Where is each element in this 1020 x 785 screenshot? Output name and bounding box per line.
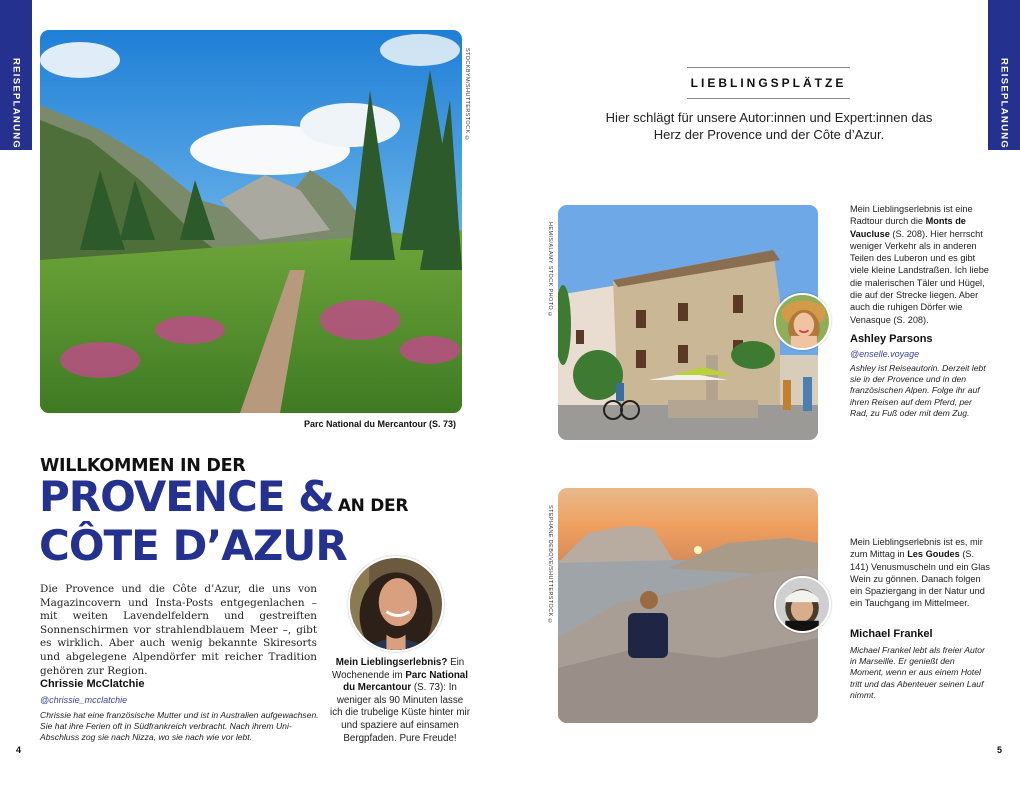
author-bio: Chrissie hat eine französische Mutter und ist in Australien aufgewachsen. Sie hat ihre Ferien oft in Südfrankreich verbracht. Nach ihrem Uni-Abschluss zog sie nach Nizza, wo sie nach wie vor lebt. [40,710,319,743]
photo-caption: Parc National du Mercantour (S. 73) [304,419,457,429]
author-bio: Ashley ist Reiseautorin. Derzeit lebt sie in der Provence und in den französischen Alpen. Folge ihr auf ihren Reisen auf dem Pferd, per Rad, zu Fuß oder mit dem Zug. [850,363,986,418]
section-tab-right [988,0,1020,150]
favorite-text-2: Mein Lieblingserlebnis ist es, mir zum Mittag in Les Goudes (S. 141) Venusmuscheln und ein Glas Wein zu gönnen. Danach folgen ein Spaziergang in der Natur und ein Tauchgang im Mittelmeer. [850,537,990,609]
page-title-line1 [39,472,409,521]
hero-photo-mercantour [40,30,462,413]
author-avatar-michael [774,576,831,633]
page-number-right: 5 [997,745,1003,755]
heading-kicker: WILLKOMMEN IN DER [40,456,246,476]
favorite-text-1: Mein Lieblingserlebnis ist eine Radtour durch die Monts de Vaucluse (S. 208). Hier herrscht weniger Verkehr als in anderen Teilen des Luberon und es gibt viele kleine Landstraßen. Ich liebe die malerischen Täler und Hügel, die auf der Strecke liegen. Aber auch die ruhigen Dörfer wie Venasque (S. 208). [850,204,989,325]
section-tab-left [0,0,32,150]
author-avatar-ashley [774,293,831,350]
intro-paragraph: Die Provence und die Côte d’Azur, die uns von Magazincovern und Insta-Posts entgegenlachen – mit weiten Lavendelfeldern und gestreiften Sonnenschirmen vor strahlendblauem Meer –, gibt es wirklich. Aber auch wenig bekannte Skiresorts und abgelegene Alpendörfer mit reicher Tradition gehören zur Region. [40,583,317,677]
author-name: Chrissie McClatchie [40,678,145,690]
section-subtitle: Hier schlägt für unsere Autor:innen und Expert:innen das Herz der Provence und der Côte d’Azur. [605,110,933,142]
photo-credit: STEPHANE DEBOVE/SHUTTERSTOCK © [547,505,553,625]
page-number-left: 4 [16,745,22,755]
author-avatar [348,556,444,652]
section-title: LIEBLINGSPLÄTZE [687,67,850,99]
photo-credit: HEMIS/ALAMY STOCK PHOTO © [547,222,553,319]
section-tab-label: REISEPLANUNG [998,58,1010,150]
page-title-line2: CÔTE D’AZUR [39,521,347,570]
author-bio: Michael Frankel lebt als freier Autor in Marseille. Er genießt den Moment, wenn er aus einem Hotel tritt und das Abenteuer seinen Lauf nimmt. [850,645,985,700]
author-name: Michael Frankel [850,628,933,640]
section-tab-label: REISEPLANUNG [10,58,22,150]
title-big: PROVENCE & [39,472,334,521]
author-name: Ashley Parsons [850,333,933,345]
title-small: AN DER [337,496,409,516]
author-handle-link[interactable]: @enselle.voyage [850,349,920,359]
favorite-quote: Mein Lieblingserlebnis? Ein Wochenende im Parc National du Mercantour (S. 73): In weniger als 90 Minuten lasse ich die trubelige Küste hinter mir und spaziere auf einsamen Bergpfaden. Pure Freude! [330,657,470,744]
author-handle-link[interactable]: @chrissie_mcclatchie [40,695,128,705]
photo-credit: STOCKBYM/SHUTTERSTOCK © [464,48,470,142]
